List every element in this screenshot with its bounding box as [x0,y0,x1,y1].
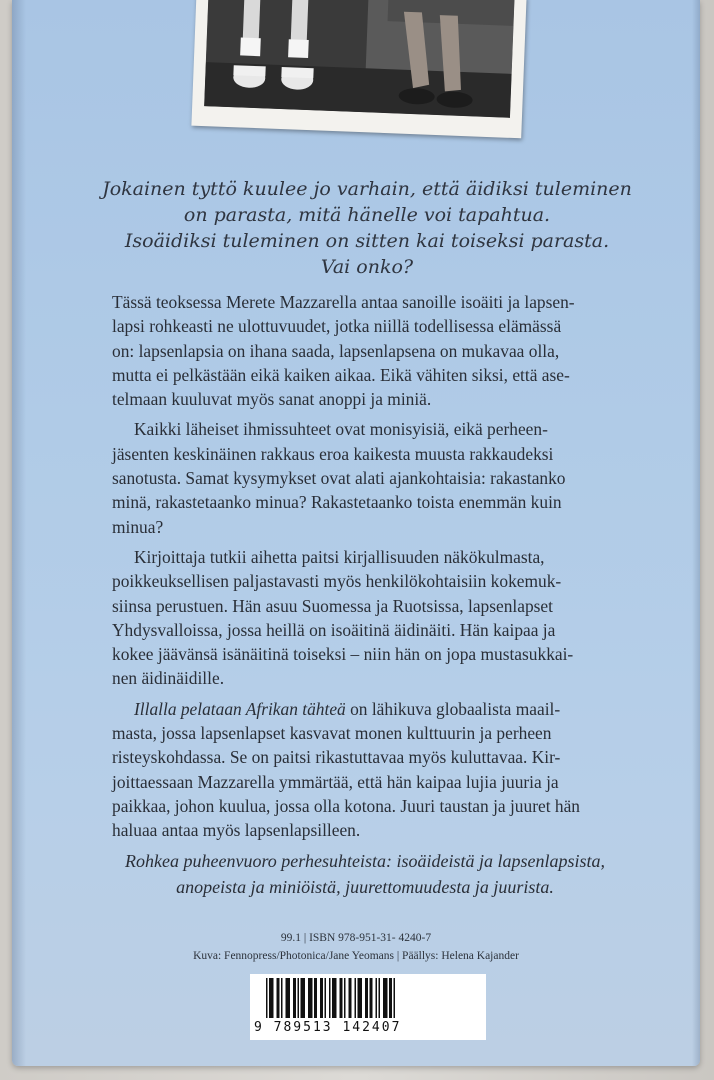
photo-illustration [204,0,514,118]
barcode-bars [260,978,476,1022]
closing-line: anopeista ja miniöistä, juurettomuudesta ja juurista. [176,877,554,897]
text-line: joittaessaan Mazzarella ymmärtää, että hän kaipaa lujia juuria ja [112,771,559,792]
text-line: Yhdysvalloissa, jossa heillä on isoäitinä äidinäiti. Hän kaipaa ja [112,619,556,640]
barcode-bar [365,978,368,1018]
text-line: lapsi rohkeasti ne ulottuvuudet, jotka niillä todellisessa elämässä [112,316,562,337]
barcode-bar [358,978,363,1018]
blurb-paragraph-3 [112,545,618,691]
blurb-paragraph-1 [112,290,618,411]
text-line: on: lapsenlapsia on ihana saada, lapsenlapsena on mukavaa olla, [112,340,560,361]
text-line: masta, jossa lapsenlapset kasvavat monen kulttuurin ja perheen [112,723,552,744]
barcode-bar [394,978,396,1018]
text-fragment: on lähikuva globaalista maail- [345,698,561,719]
text-line: nen äidinäidille. [112,668,225,689]
text-line: Tässä teoksessa Merete Mazzarella antaa sanoille isoäiti ja lapsen- [112,292,575,312]
barcode-bar [329,978,331,1018]
text-line: mutta ei pelkästään eikä kaiken aikaa. Eikä vähiten siksi, että ase- [112,364,570,385]
barcode-bar [269,978,274,1018]
barcode-bar [293,978,296,1018]
tagline [72,176,662,280]
text-line: kokee jäävänsä isänäitinä toiseksi – niin hän on jopa mustasukkai- [112,644,574,665]
barcode-bar [277,978,280,1018]
barcode-bar [298,978,300,1018]
barcode-bar [308,978,313,1018]
barcode [250,974,486,1040]
barcode-bar [320,978,323,1018]
text-line: paikkaa, johon kuulua, jossa olla kotona. Juuri taustan ja juuret hän [112,795,580,816]
cover-photo [191,0,526,138]
tagline-line: Isoäidiksi tuleminen on sitten kai toiseksi parasta. [124,230,610,252]
barcode-bar [281,978,283,1018]
barcode-bar [383,978,388,1018]
barcode-bar [349,978,352,1018]
tagline-line: on parasta, mitä hänelle voi tapahtua. [183,204,551,226]
book-back-cover [12,0,700,1066]
text-line [112,697,618,721]
tagline-line: Jokainen tyttö kuulee jo varhain, että äidiksi tuleminen [102,178,632,200]
text-line: risteyskohdassa. Se on paitsi rikastuttavaa myös kuluttavaa. Kir- [112,747,561,768]
closing-statement [112,848,618,900]
barcode-bar [370,978,373,1018]
text-line: sanotusta. Samat kysymykset ovat alati ajankohtaisia: rakastanko [112,468,566,489]
closing-line: Rohkea puheenvuoro perhesuhteista: isoäideistä ja lapsenlapsista, [125,851,605,871]
barcode-bar [301,978,306,1018]
text-line: Kirjoittaja tutkii aihetta paitsi kirjallisuuden näkökulmasta, [134,546,545,567]
barcode-bar [389,978,392,1018]
tagline-line: Vai onko? [320,256,414,278]
barcode-bar [314,978,317,1018]
text-line: minua? [112,516,164,537]
barcode-bar [340,978,343,1018]
book-title: Illalla pelataan Afrikan tähteä [134,698,346,719]
barcode-digits: 9 789513 142407 [254,1020,402,1035]
text-line: siinsa perustuen. Hän asuu Suomessa ja Ruotsissa, lapsenlapset [112,595,553,616]
blurb-paragraph-2 [112,417,618,538]
isbn-line: 99.1 | ISBN 978-951-31- 4240-7 [280,932,432,944]
text-line: Kaikki läheiset ihmissuhteet ovat monisyisiä, eikä perheen- [134,419,548,440]
cover-edge [692,0,700,1066]
photo-image [204,0,514,118]
barcode-bar [332,978,337,1018]
spine-shadow [12,0,26,1066]
barcode-bar [379,978,381,1018]
barcode-bar [286,978,291,1018]
barcode-bar [266,978,268,1018]
blurb-text [112,290,618,849]
text-line: telmaan kuuluvat myös sanat anoppi ja miniä. [112,389,432,410]
barcode-bar [355,978,357,1018]
barcode-bar [344,978,346,1018]
text-line: minä, rakastetaanko minua? Rakastetaanko toista enemmän kuin [112,492,562,513]
credits-line: Kuva: Fennopress/Photonica/Jane Yeomans | Päällys: Helena Kajander [193,950,519,962]
text-line: jäsenten keskinäinen rakkaus eroa kaikesta muusta rakkaudeksi [112,443,554,464]
barcode-bar [325,978,327,1018]
text-line: haluaa antaa myös lapsenlapsilleen. [112,820,361,841]
text-line: poikkeuksellisen paljastavasti myös henkilökohtaisiin kokemuk- [112,571,562,592]
barcode-bar [376,978,378,1018]
blurb-paragraph-4 [112,697,618,843]
